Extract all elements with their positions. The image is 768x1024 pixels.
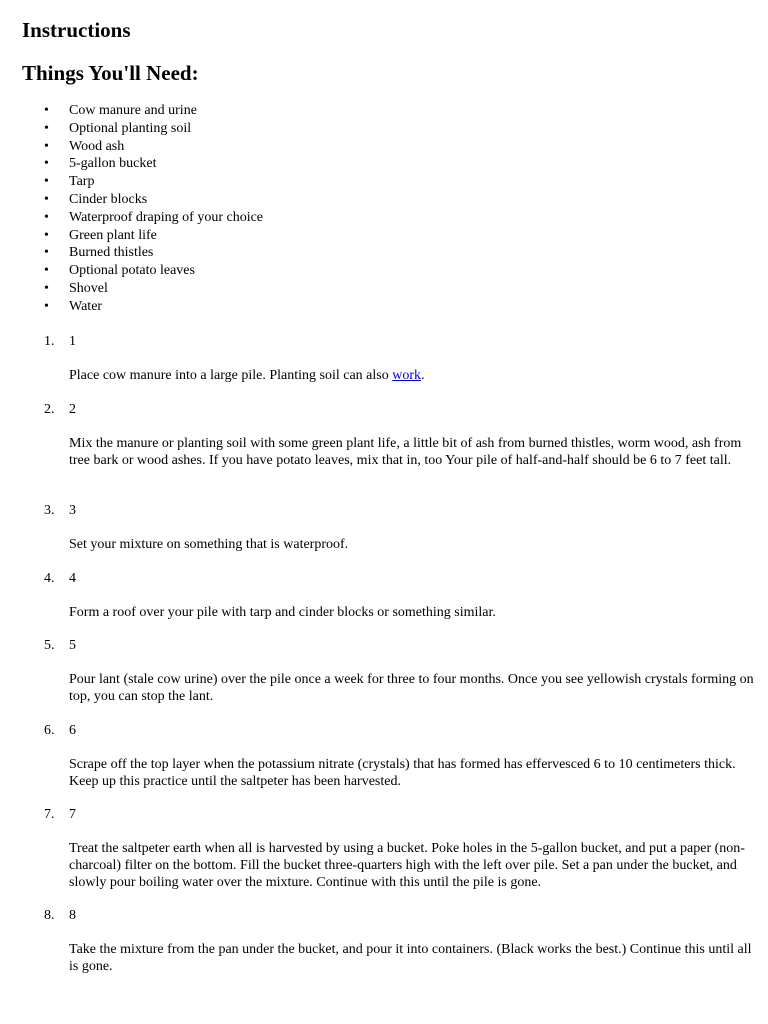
- step-heading: 6: [69, 723, 76, 738]
- list-item: • Cow manure and urine: [44, 103, 197, 118]
- step-heading: 4: [69, 571, 76, 586]
- step-number: 1.: [44, 334, 55, 349]
- list-item: • Optional potato leaves: [44, 263, 195, 279]
- step-text: Take the mixture from the pan under the bucket, and pour it into containers. (Black works the best.) Continue this until all is gone.: [69, 942, 752, 974]
- step-heading: 2: [69, 402, 76, 417]
- step-text: Form a roof over your pile with tarp and cinder blocks or something similar.: [69, 605, 496, 620]
- page-title: Instructions: [22, 18, 131, 42]
- step-heading: 3: [69, 503, 76, 518]
- bullet-icon: •: [44, 103, 49, 118]
- step-number: 3.: [44, 503, 55, 518]
- list-item: • Green plant life: [44, 227, 157, 243]
- step-heading: 7: [69, 807, 76, 822]
- bullet-icon: •: [44, 156, 49, 172]
- list-item: • Burned thistles: [44, 245, 154, 261]
- needs-heading: Things You'll Need:: [22, 61, 199, 85]
- bullet-icon: •: [44, 138, 49, 154]
- step-number: 8.: [44, 908, 55, 923]
- step-text: Set your mixture on something that is waterproof.: [69, 537, 349, 552]
- step-number: 4.: [44, 571, 55, 586]
- step-number: 2.: [44, 402, 55, 417]
- list-item: • 5-gallon bucket: [44, 156, 157, 172]
- bullet-icon: •: [44, 280, 49, 296]
- step-text: Pour lant (stale cow urine) over the pile once a week for three to four months. Once you see yellowish crystals forming on top, you can stop the lant.: [69, 672, 754, 704]
- bullet-icon: •: [44, 227, 49, 243]
- step-text: Treat the saltpeter earth when all is harvested by using a bucket. Poke holes in the 5-gallon bucket, and put a paper (non-charcoal) filter on the bottom. Fill the bucket three-quarters high with the left over pile. Set a pan under the bucket, and slowly pour boiling water over the mixture. Continue with this until the pile is gone.: [69, 841, 745, 890]
- bullet-icon: •: [44, 263, 49, 279]
- bullet-icon: •: [44, 245, 49, 261]
- step-number: 5.: [44, 638, 55, 653]
- list-item: • Shovel: [44, 280, 108, 296]
- list-item: • Tarp: [44, 174, 95, 190]
- bullet-icon: •: [44, 298, 49, 314]
- needs-list: [0, 102, 263, 316]
- step-heading: 1: [69, 334, 76, 349]
- step-number: 6.: [44, 723, 55, 738]
- work-link[interactable]: work: [392, 368, 421, 383]
- step-heading: 5: [69, 638, 76, 653]
- bullet-icon: •: [44, 191, 49, 207]
- step-text: Mix the manure or planting soil with some green plant life, a little bit of ash from burned thistles, worm wood, ash from tree bark or wood ashes. If you have potato leaves, mix that in, too Your pile of half-and-half should be 6 to 7 feet tall.: [69, 436, 742, 468]
- list-item: • Cinder blocks: [44, 191, 148, 207]
- list-item: • Water: [44, 298, 103, 314]
- list-item: • Waterproof draping of your choice: [44, 209, 264, 225]
- step-heading: 8: [69, 908, 76, 923]
- list-item: • Wood ash: [44, 138, 125, 154]
- step-number: 7.: [44, 807, 55, 822]
- bullet-icon: •: [44, 209, 49, 225]
- bullet-icon: •: [44, 174, 49, 190]
- bullet-icon: •: [44, 120, 49, 136]
- list-item: • Optional planting soil: [44, 120, 192, 136]
- step-text: Scrape off the top layer when the potassium nitrate (crystals) that has formed has effervesced 6 to 10 centimeters thick. Keep up this practice until the saltpeter has been harvested.: [69, 757, 736, 789]
- step-text: Place cow manure into a large pile. Planting soil can also work.: [69, 368, 425, 383]
